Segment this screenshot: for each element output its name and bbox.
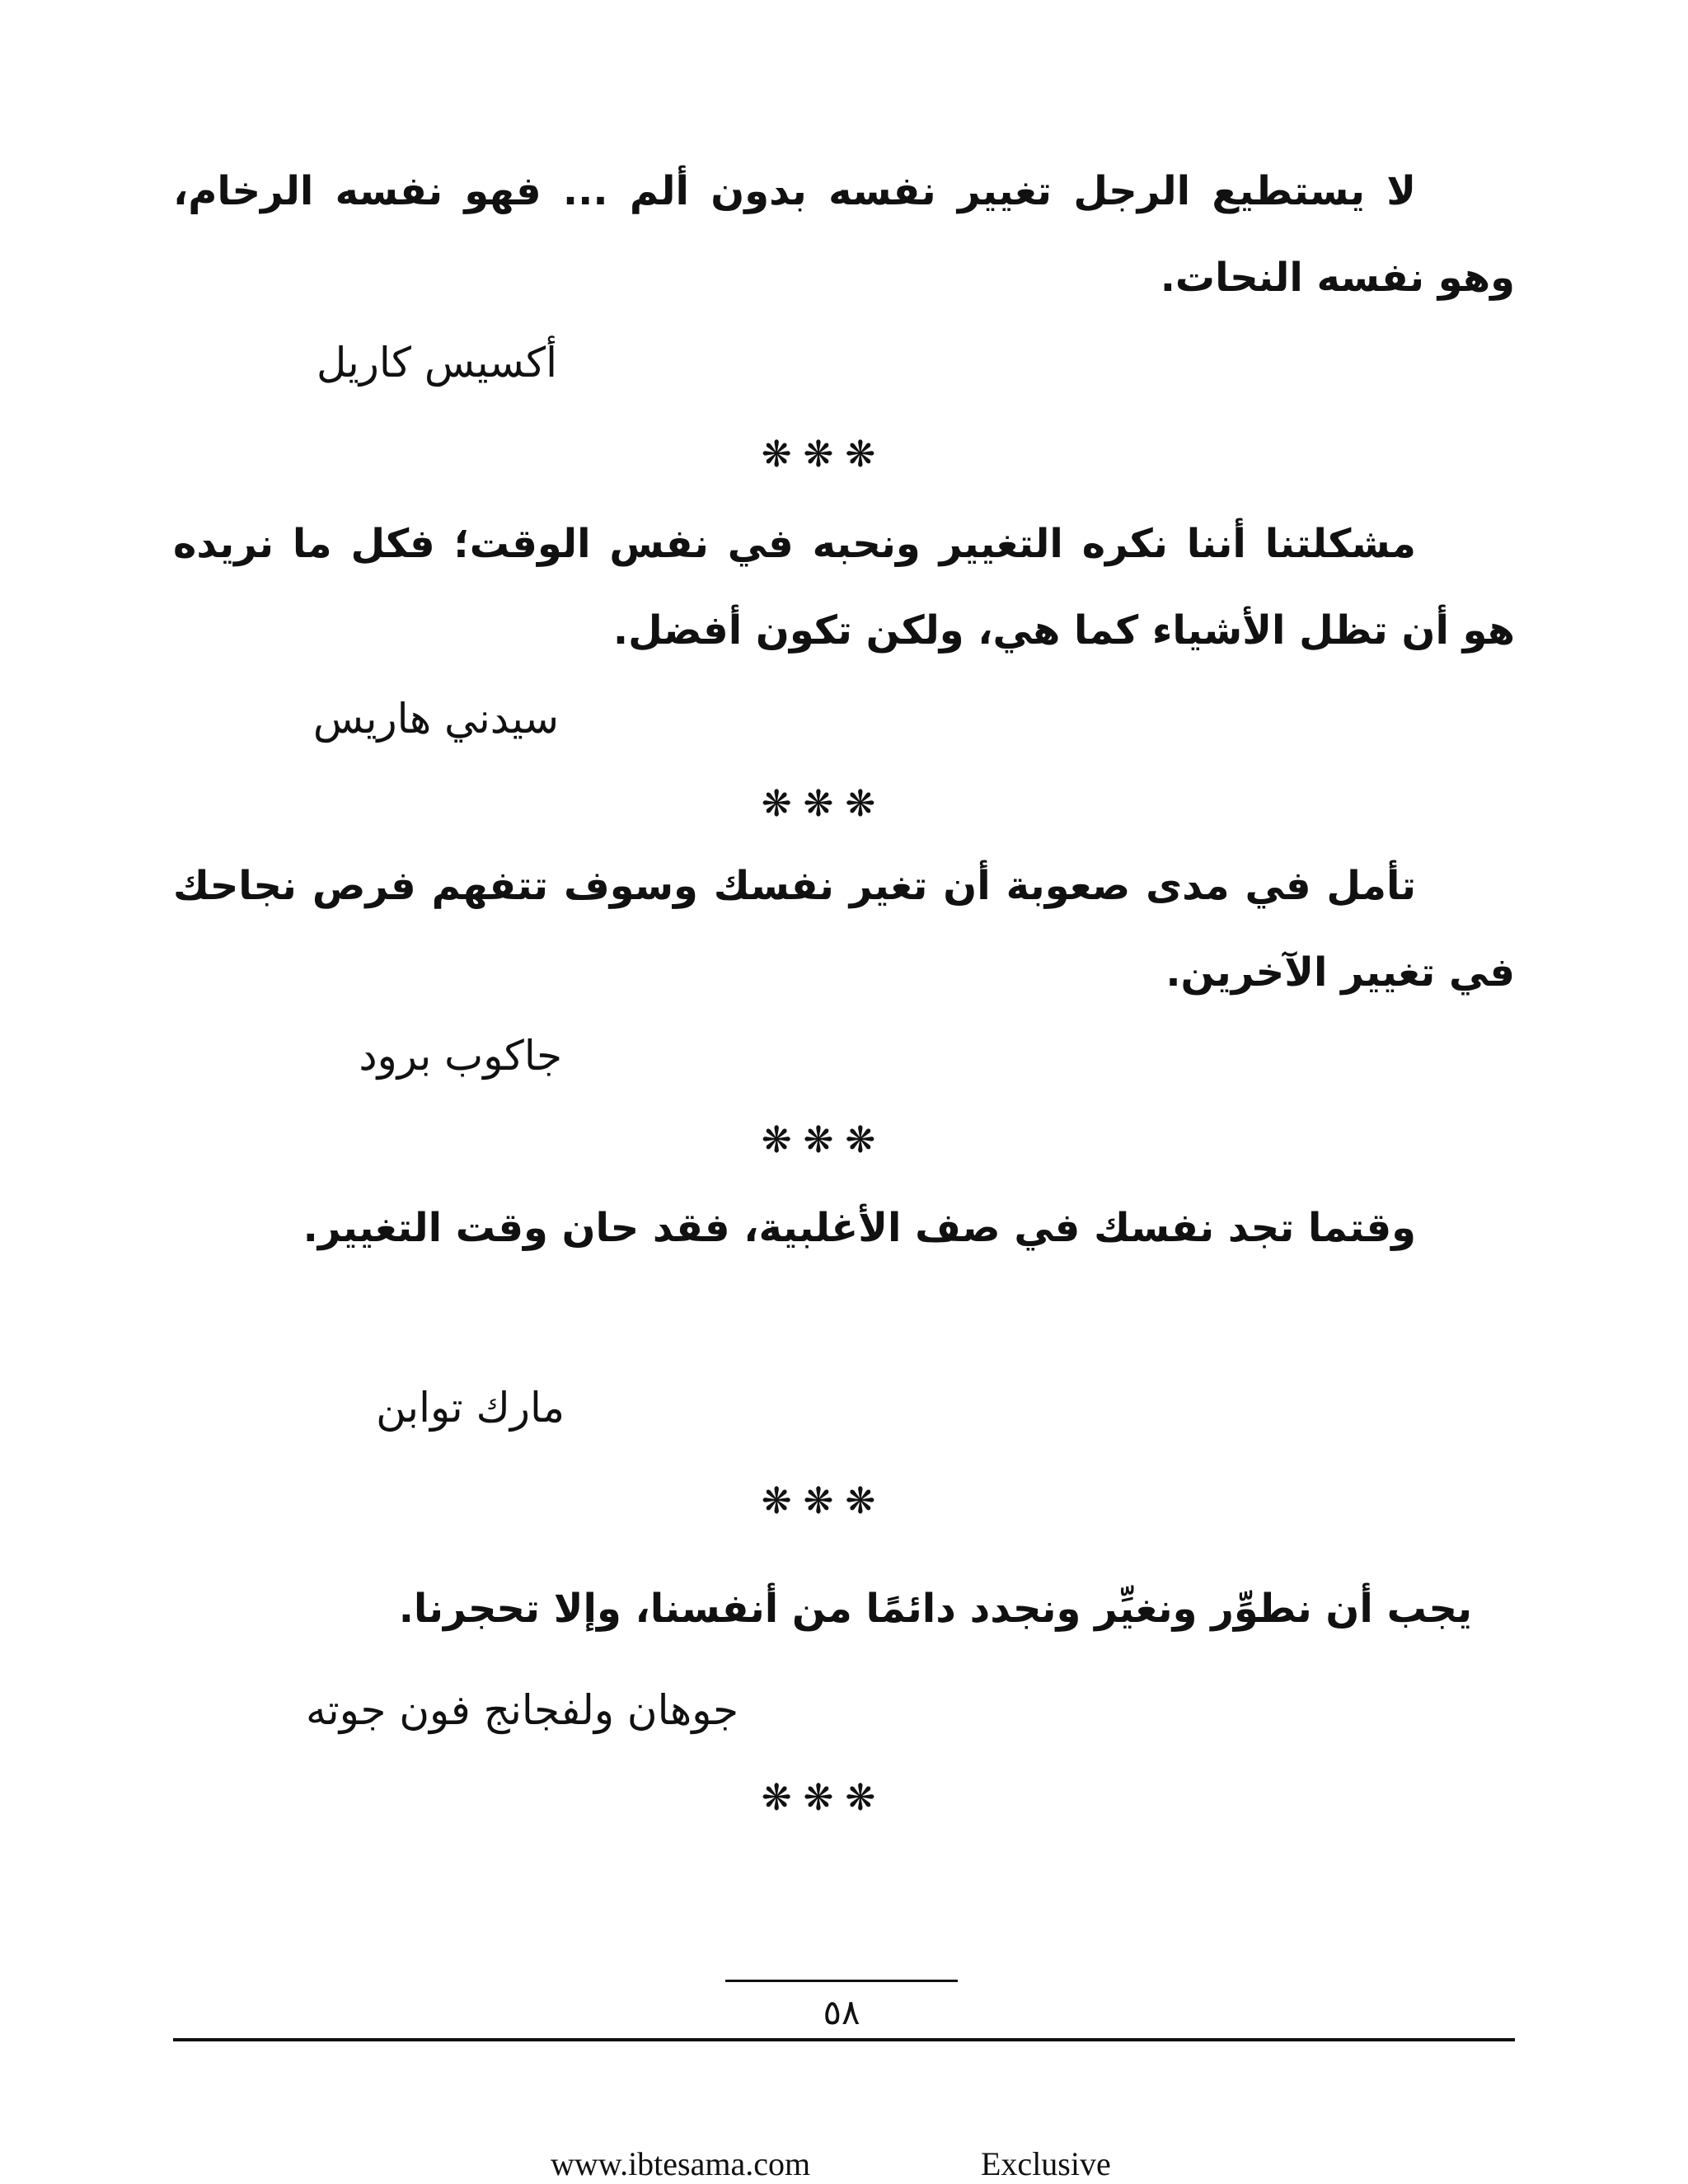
quote-author: جوهان ولفجانج فون جوته [305, 1686, 738, 1734]
footer-url: www.ibtesama.com [551, 2145, 811, 2182]
quote-text: لا يستطيع الرجل تغيير نفسه بدون ألم ... فهو نفسه الرخام، وهو نفسه النحات. [173, 168, 1515, 301]
footer-tag: Exclusive [981, 2145, 1111, 2182]
page-number: ٥٨ [823, 1992, 860, 2032]
separator-stars: ❋❋❋ [761, 1480, 888, 1522]
quote-text: تأمل في مدى صعوبة أن تغير نفسك وسوف تتفهم فرص نجاحك في تغيير الآخرين. [173, 863, 1515, 996]
quote-author: جاكوب برود [359, 1032, 562, 1080]
quote-author: أكسيس كاريل [316, 339, 557, 387]
separator-stars: ❋❋❋ [761, 1777, 888, 1819]
separator-stars: ❋❋❋ [761, 1119, 888, 1161]
quote-text: مشكلتنا أننا نكره التغيير ونحبه في نفس الوقت؛ فكل ما نريده هو أن تظل الأشياء كما هي، ولكن تكون أفضل. [173, 521, 1515, 654]
footer-divider [173, 2038, 1515, 2041]
quote-author: مارك توابن [376, 1384, 565, 1432]
page-number-rule [725, 1980, 958, 1982]
separator-stars: ❋❋❋ [761, 783, 888, 825]
separator-stars: ❋❋❋ [761, 434, 888, 476]
quote-text: وقتما تجد نفسك في صف الأغلبية، فقد حان وقت التغيير. [302, 1205, 1416, 1251]
quote-text: يجب أن نطوِّر ونغيِّر ونجدد دائمًا من أنفسنا، وإلا تحجرنا. [398, 1586, 1472, 1632]
site-footer [0, 2144, 1688, 2184]
quote-author: سيدني هاريس [312, 695, 559, 743]
